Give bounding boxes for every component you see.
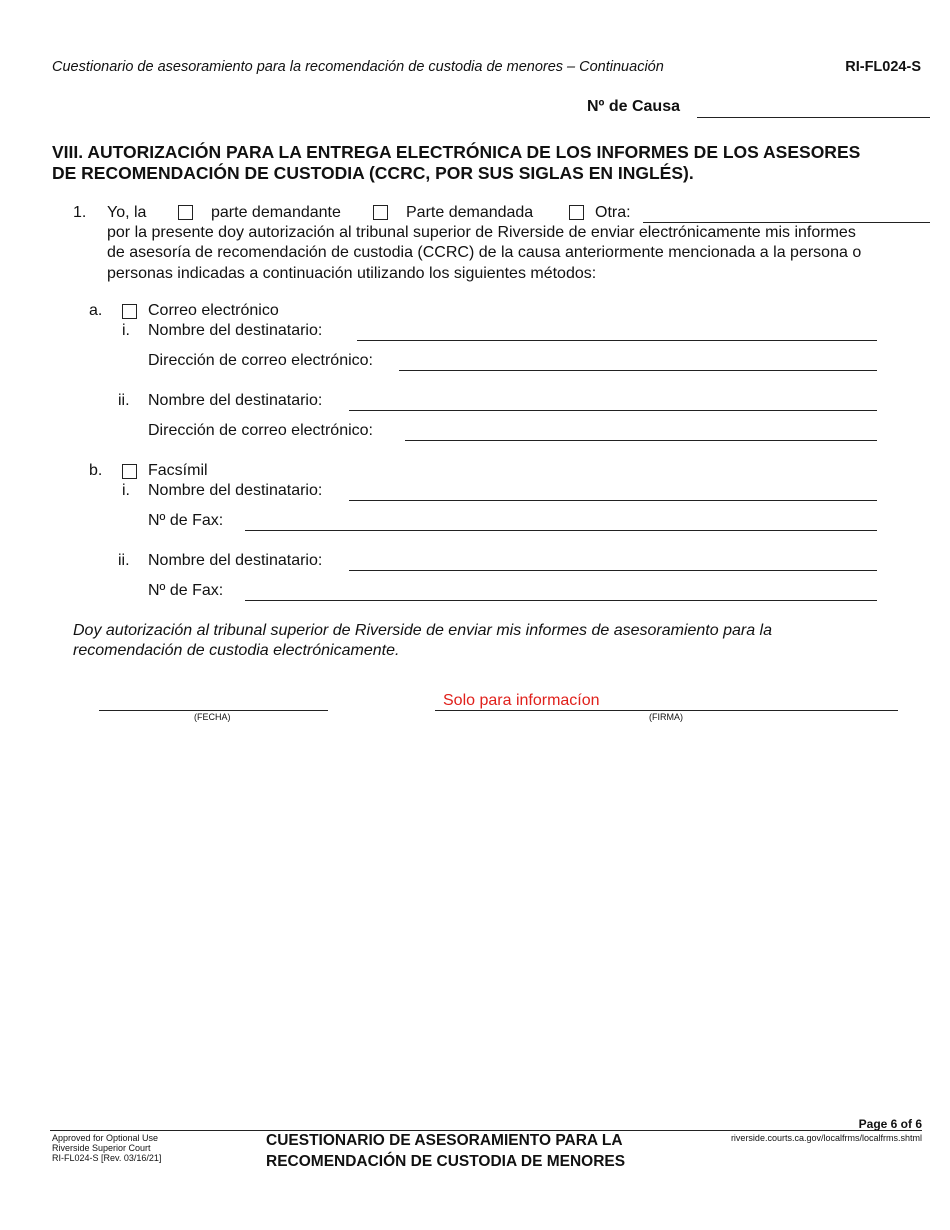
date-field[interactable] <box>99 710 328 711</box>
footer-divider <box>50 1130 922 1131</box>
authorization-line1: Doy autorización al tribunal superior de Riverside de enviar mis informes de asesoramiento para la <box>73 622 773 639</box>
email-i-address-field[interactable] <box>399 370 877 371</box>
fax-i-numeral: i. <box>122 482 130 499</box>
signature-field[interactable] <box>435 710 898 711</box>
header-title: Cuestionario de asesoramiento para la recomendación de custodia de menores – Continuación <box>52 59 664 75</box>
email-label: Correo electrónico <box>148 302 279 319</box>
item1-text-line3: personas indicadas a continuación utilizando los siguientes métodos: <box>107 265 597 282</box>
respondent-label: Parte demandada <box>406 204 534 221</box>
fax-checkbox[interactable] <box>122 464 137 479</box>
footer-title-line1: CUESTIONARIO DE ASESORAMIENTO PARA LA <box>266 1132 623 1149</box>
item1-text-line2: de asesoría de recomendación de custodia (CCRC) de la causa anteriormente mencionada a la persona o <box>107 244 862 261</box>
email-letter: a. <box>89 302 103 319</box>
email-ii-recipient-field[interactable] <box>349 410 877 411</box>
email-ii-recipient-label: Nombre del destinatario: <box>148 392 323 409</box>
footer-approved-line2: Riverside Superior Court <box>52 1143 151 1153</box>
item-number: 1. <box>73 204 87 221</box>
other-label: Otra: <box>595 204 631 221</box>
footer-approved-line1: Approved for Optional Use <box>52 1133 159 1143</box>
fax-ii-recipient-label: Nombre del destinatario: <box>148 552 323 569</box>
page-number: Page 6 of 6 <box>858 1117 922 1131</box>
fax-i-number-field[interactable] <box>245 530 877 531</box>
section-heading-line2: DE RECOMENDACIÓN DE CUSTODIA (CCRC, POR SUS SIGLAS EN INGLÉS). <box>52 163 694 183</box>
petitioner-label: parte demandante <box>211 204 341 221</box>
item1-text-line1: por la presente doy autorización al tribunal superior de Riverside de enviar electrónicamente mis informes <box>107 224 856 241</box>
footer-approved-line3: RI-FL024-S [Rev. 03/16/21] <box>52 1153 162 1163</box>
email-ii-numeral: ii. <box>118 392 130 409</box>
email-i-recipient-label: Nombre del destinatario: <box>148 322 323 339</box>
email-i-recipient-field[interactable] <box>357 340 877 341</box>
fax-ii-number-label: Nº de Fax: <box>148 582 224 599</box>
fax-i-recipient-label: Nombre del destinatario: <box>148 482 323 499</box>
authorization-line2: recomendación de custodia electrónicamente. <box>73 642 400 659</box>
petitioner-checkbox[interactable] <box>178 205 193 220</box>
email-ii-address-field[interactable] <box>405 440 877 441</box>
fax-ii-recipient-field[interactable] <box>349 570 877 571</box>
fax-i-recipient-field[interactable] <box>349 500 877 501</box>
fax-label: Facsímil <box>148 462 208 479</box>
fax-i-number-label: Nº de Fax: <box>148 512 224 529</box>
case-number-label: Nº de Causa <box>587 98 680 115</box>
fax-ii-number-field[interactable] <box>245 600 877 601</box>
other-field[interactable] <box>643 222 930 223</box>
email-checkbox[interactable] <box>122 304 137 319</box>
fax-letter: b. <box>89 462 103 479</box>
section-heading-line1: VIII. AUTORIZACIÓN PARA LA ENTREGA ELECTRÓNICA DE LOS INFORMES DE LOS ASESORES <box>52 142 861 162</box>
case-number-field[interactable] <box>697 117 930 118</box>
item-intro: Yo, la <box>107 204 147 221</box>
date-caption: (FECHA) <box>194 712 231 722</box>
email-i-numeral: i. <box>122 322 130 339</box>
signature-caption: (FIRMA) <box>649 712 683 722</box>
form-id: RI-FL024-S <box>845 59 921 75</box>
footer-title-line2: RECOMENDACIÓN DE CUSTODIA DE MENORES <box>266 1153 626 1170</box>
other-checkbox[interactable] <box>569 205 584 220</box>
info-only-stamp: Solo para informacíon <box>443 692 600 709</box>
footer-url[interactable]: riverside.courts.ca.gov/localfrms/localfrms.shtml <box>730 1133 922 1143</box>
fax-ii-numeral: ii. <box>118 552 130 569</box>
email-i-address-label: Dirección de correo electrónico: <box>148 352 373 369</box>
respondent-checkbox[interactable] <box>373 205 388 220</box>
email-ii-address-label: Dirección de correo electrónico: <box>148 422 373 439</box>
